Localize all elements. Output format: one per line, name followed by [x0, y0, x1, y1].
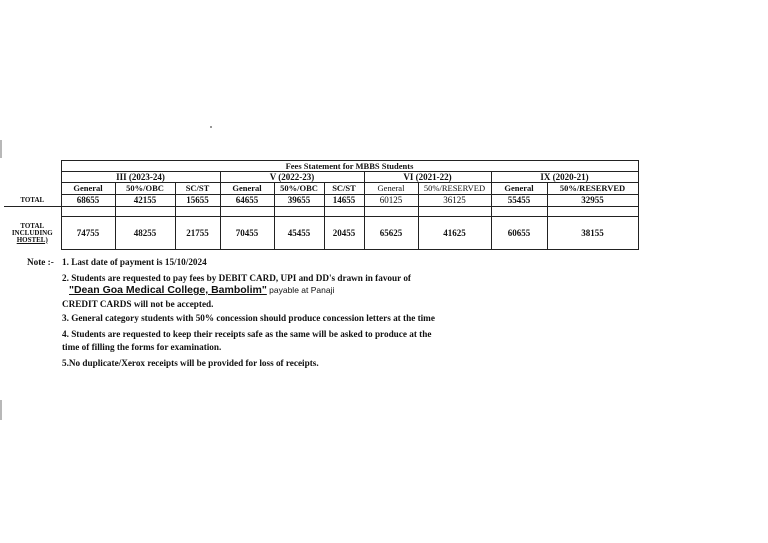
- fee-cell: 38155: [547, 217, 638, 250]
- year-header: V (2022-23): [220, 172, 364, 183]
- note-4: 4. Students are requested to keep their receipts safe as the same will be asked to produce at the: [62, 329, 432, 339]
- category-header-row: [4, 183, 638, 195]
- fee-cell: 64655: [220, 195, 274, 207]
- category-header: General: [61, 183, 115, 195]
- fee-cell: 60655: [491, 217, 547, 250]
- fee-cell: 39655: [274, 195, 324, 207]
- fee-cell: 65625: [364, 217, 418, 250]
- fee-cell: 21755: [175, 217, 220, 250]
- row-label-line: HOSTEL): [16, 235, 48, 244]
- row-label-total-hostel: [4, 217, 61, 250]
- category-header: 50%/OBC: [115, 183, 175, 195]
- fee-cell: 14655: [324, 195, 364, 207]
- note-2: 2. Students are requested to pay fees by DEBIT CARD, UPI and DD's drawn in favour of: [62, 273, 411, 283]
- fee-cell: 45455: [274, 217, 324, 250]
- fee-cell: 20455: [324, 217, 364, 250]
- note-2-credit: CREDIT CARDS will not be accepted.: [62, 299, 214, 309]
- note-1: 1. Last date of payment is 15/10/2024: [62, 257, 207, 267]
- table-row-total: [4, 195, 638, 207]
- category-header: General: [220, 183, 274, 195]
- year-header-row: [4, 172, 638, 183]
- fee-cell: 70455: [220, 217, 274, 250]
- fee-cell: 32955: [547, 195, 638, 207]
- year-header: IX (2020-21): [491, 172, 638, 183]
- fee-cell: 36125: [418, 195, 491, 207]
- scan-edge-mark: [0, 140, 2, 158]
- fee-cell: 42155: [115, 195, 175, 207]
- scan-edge-mark: [0, 400, 2, 420]
- fees-table: [4, 160, 639, 250]
- row-label-total: TOTAL: [4, 195, 61, 207]
- fee-cell: 15655: [175, 195, 220, 207]
- payable-at: payable at Panaji: [269, 285, 335, 295]
- year-header: III (2023-24): [61, 172, 220, 183]
- category-header: 50%/RESERVED: [547, 183, 638, 195]
- category-header: SC/ST: [324, 183, 364, 195]
- note-2-payee: [69, 285, 334, 296]
- category-header: 50%/RESERVED: [418, 183, 491, 195]
- fee-cell: 60125: [364, 195, 418, 207]
- note-5: 5.No duplicate/Xerox receipts will be provided for loss of receipts.: [62, 358, 319, 368]
- fee-cell: 48255: [115, 217, 175, 250]
- table-row-total-hostel: [4, 217, 638, 250]
- note-4-cont: time of filling the forms for examination.: [62, 342, 222, 352]
- category-header: 50%/OBC: [274, 183, 324, 195]
- fee-cell: 68655: [61, 195, 115, 207]
- category-header: SC/ST: [175, 183, 220, 195]
- category-header: General: [364, 183, 418, 195]
- table-spacer-row: [4, 207, 638, 217]
- year-header: VI (2021-22): [364, 172, 491, 183]
- note-3: 3. General category students with 50% concession should produce concession letters at the time: [62, 313, 435, 323]
- scan-dust-dot: [210, 126, 212, 128]
- table-title: Fees Statement for MBBS Students: [61, 161, 638, 172]
- fee-cell: 41625: [418, 217, 491, 250]
- fee-cell: 74755: [61, 217, 115, 250]
- fee-cell: 55455: [491, 195, 547, 207]
- row-label-line: TOTAL: [20, 221, 45, 230]
- notes-prefix: Note :-: [27, 257, 54, 267]
- table-title-row: [4, 161, 638, 172]
- category-header: General: [491, 183, 547, 195]
- payee-name: "Dean Goa Medical College, Bambolim": [69, 284, 267, 296]
- row-label-line: INCLUDING: [11, 228, 53, 237]
